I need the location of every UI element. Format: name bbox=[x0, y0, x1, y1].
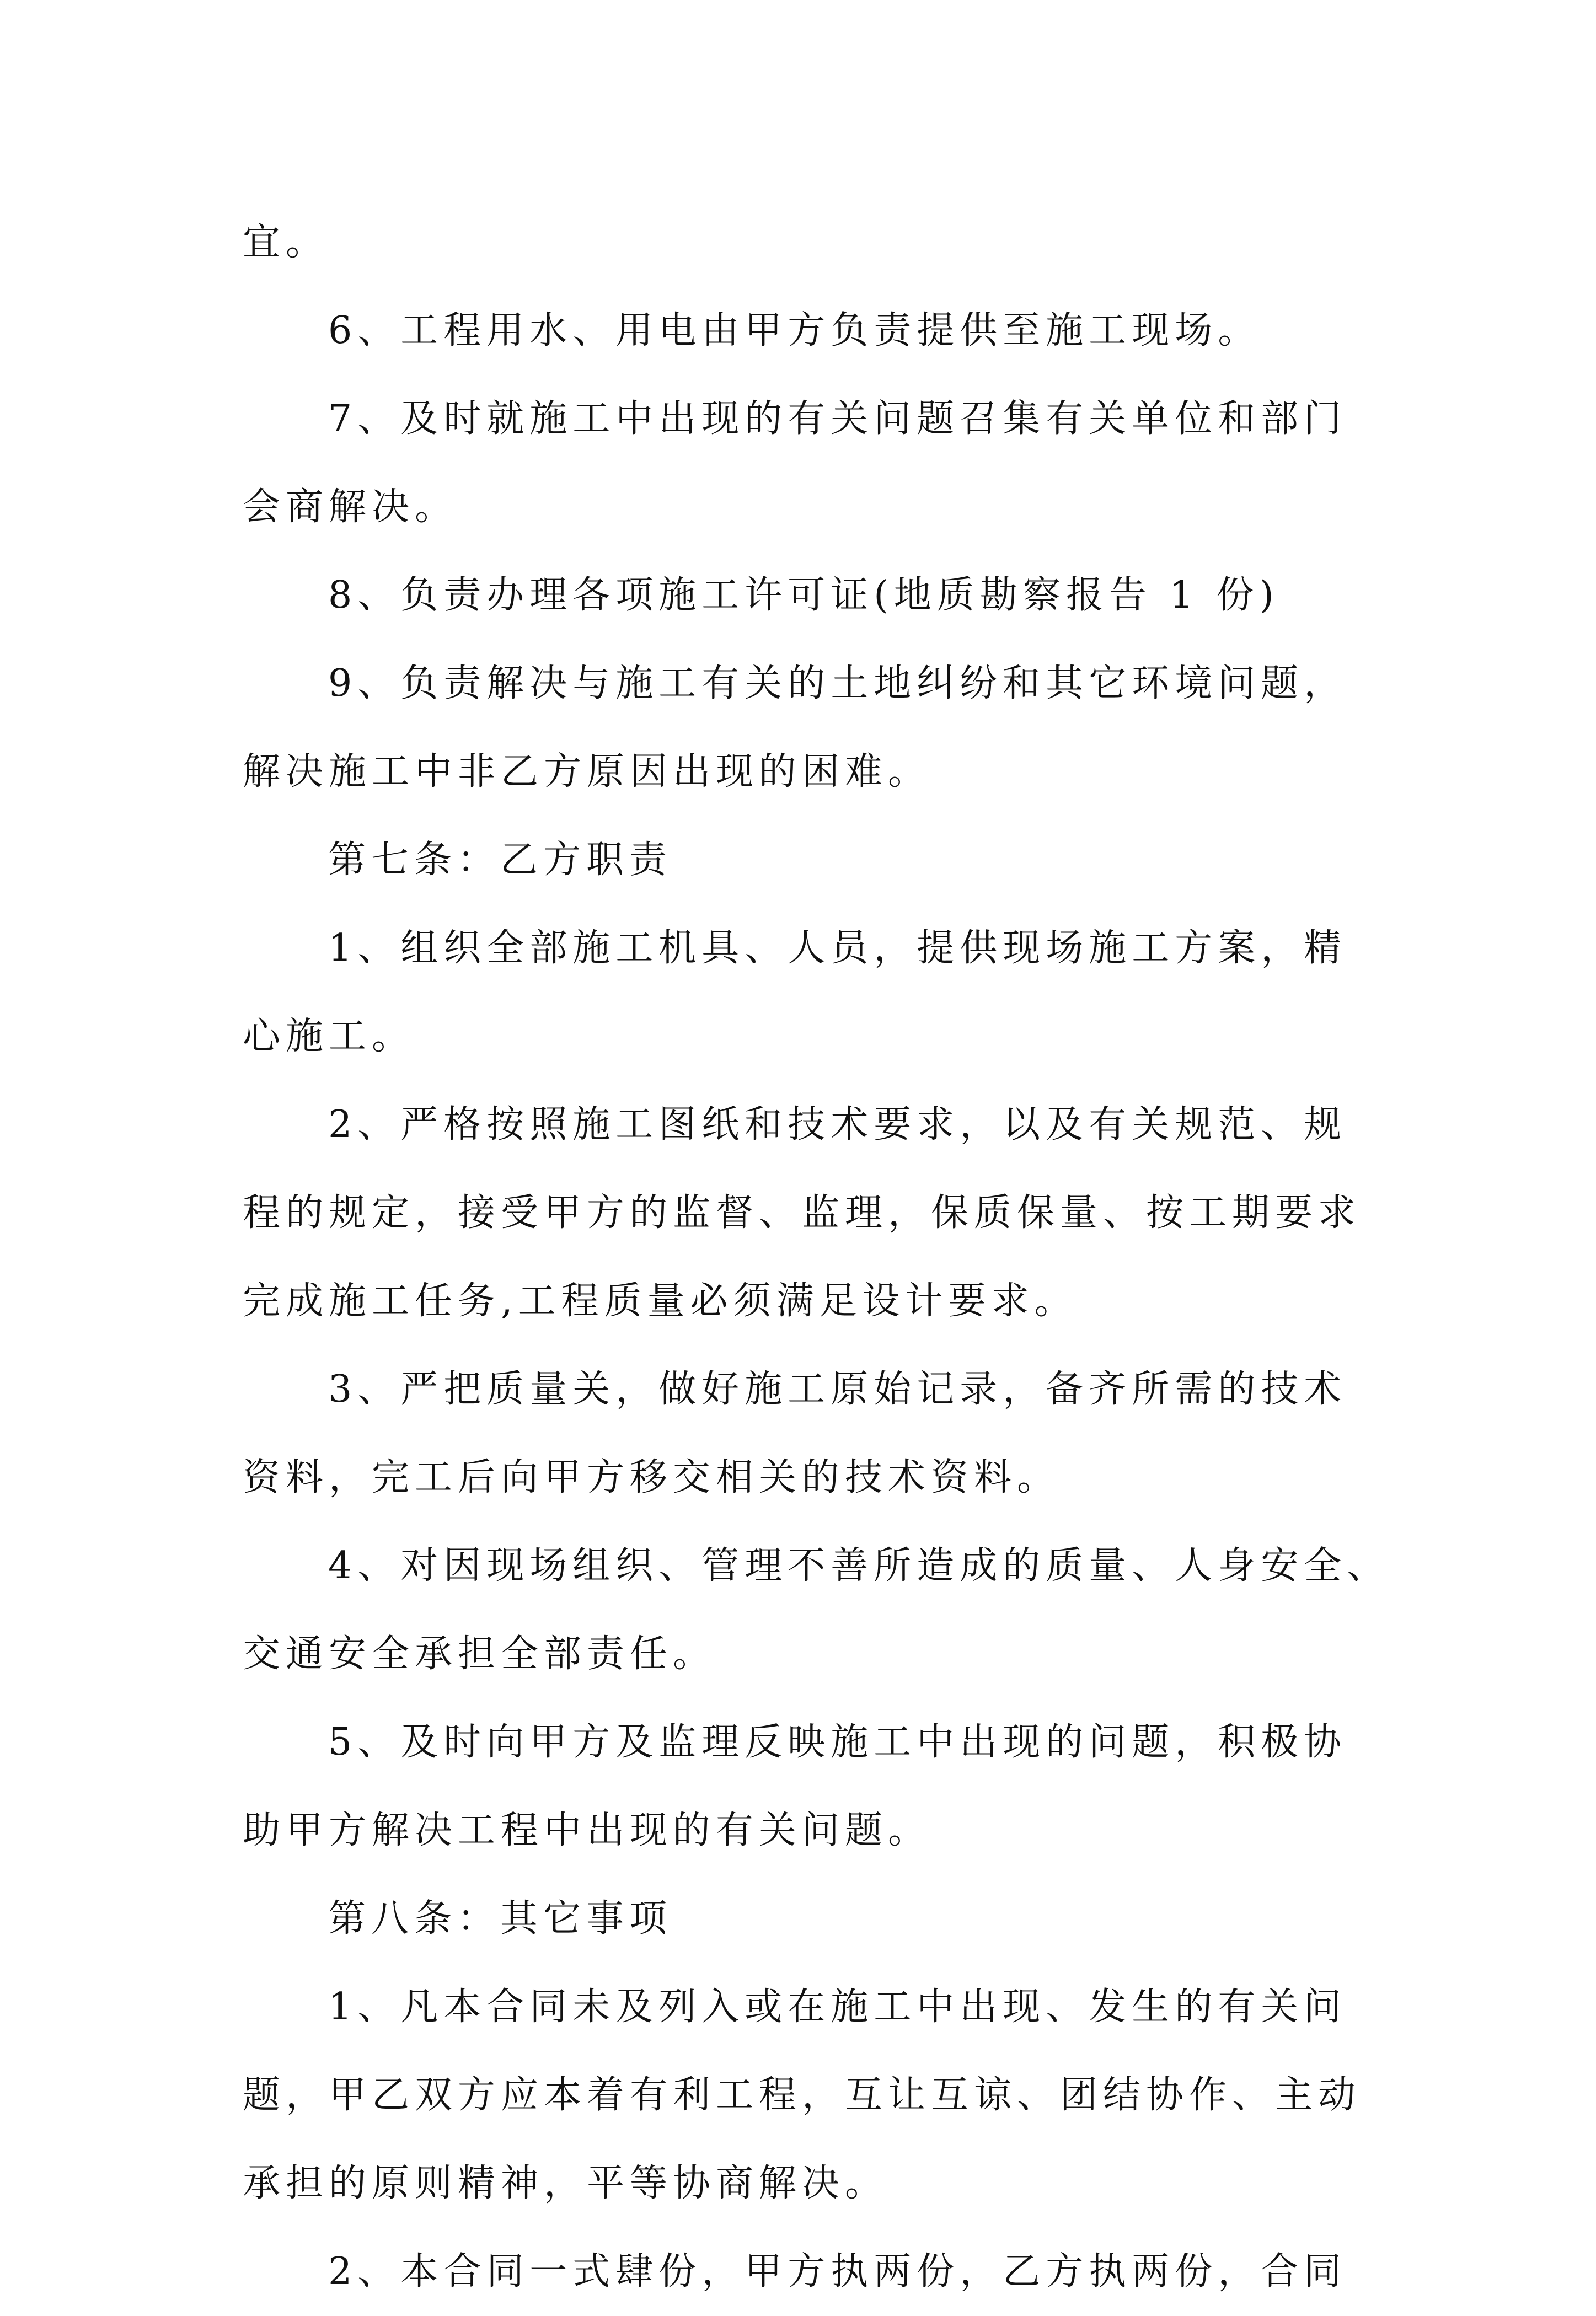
text-line: 程的规定，接受甲方的监督、监理，保质保量、按工期要求 bbox=[243, 1191, 1362, 1235]
text-line: 交通安全承担全部责任。 bbox=[243, 1632, 716, 1676]
text-line: 1、组织全部施工机具、人员，提供现场施工方案，精 bbox=[328, 926, 1347, 970]
text-line: 解决施工中非乙方原因出现的困难。 bbox=[243, 750, 931, 794]
text-line: 宜。 bbox=[243, 221, 329, 264]
text-line: 7、及时就施工中出现的有关问题召集有关单位和部门 bbox=[328, 397, 1347, 441]
section-heading: 第八条：其它事项 bbox=[328, 1897, 673, 1940]
text-line: 6、工程用水、用电由甲方负责提供至施工现场。 bbox=[328, 309, 1261, 352]
text-line: 完成施工任务,工程质量必须满足设计要求。 bbox=[243, 1279, 1078, 1323]
text-line: 题，甲乙双方应本着有利工程，互让互谅、团结协作、主动 bbox=[243, 2073, 1362, 2117]
text-line: 9、负责解决与施工有关的土地纠纷和其它环境问题， bbox=[328, 662, 1347, 705]
text-line: 资料，完工后向甲方移交相关的技术资料。 bbox=[243, 1456, 1061, 1499]
section-heading: 第七条：乙方职责 bbox=[328, 838, 673, 882]
text-line: 2、本合同一式肆份，甲方执两份，乙方执两份，合同 bbox=[328, 2250, 1347, 2293]
text-line: 会商解决。 bbox=[243, 485, 458, 529]
text-line: 1、凡本合同未及列入或在施工中出现、发生的有关问 bbox=[328, 1985, 1347, 2029]
text-line: 助甲方解决工程中出现的有关问题。 bbox=[243, 1809, 931, 1852]
text-line: 8、负责办理各项施工许可证(地质勘察报告 1 份) bbox=[328, 573, 1279, 617]
text-line: 心施工。 bbox=[243, 1015, 415, 1058]
text-line: 3、严把质量关，做好施工原始记录，备齐所需的技术 bbox=[328, 1368, 1347, 1411]
text-line: 5、及时向甲方及监理反映施工中出现的问题，积极协 bbox=[328, 1720, 1347, 1764]
text-line: 2、严格按照施工图纸和技术要求，以及有关规范、规 bbox=[328, 1103, 1347, 1146]
text-line: 4、对因现场组织、管理不善所造成的质量、人身安全、 bbox=[328, 1544, 1390, 1588]
document-body bbox=[243, 199, 1390, 2316]
text-line: 承担的原则精神，平等协商解决。 bbox=[243, 2162, 888, 2205]
